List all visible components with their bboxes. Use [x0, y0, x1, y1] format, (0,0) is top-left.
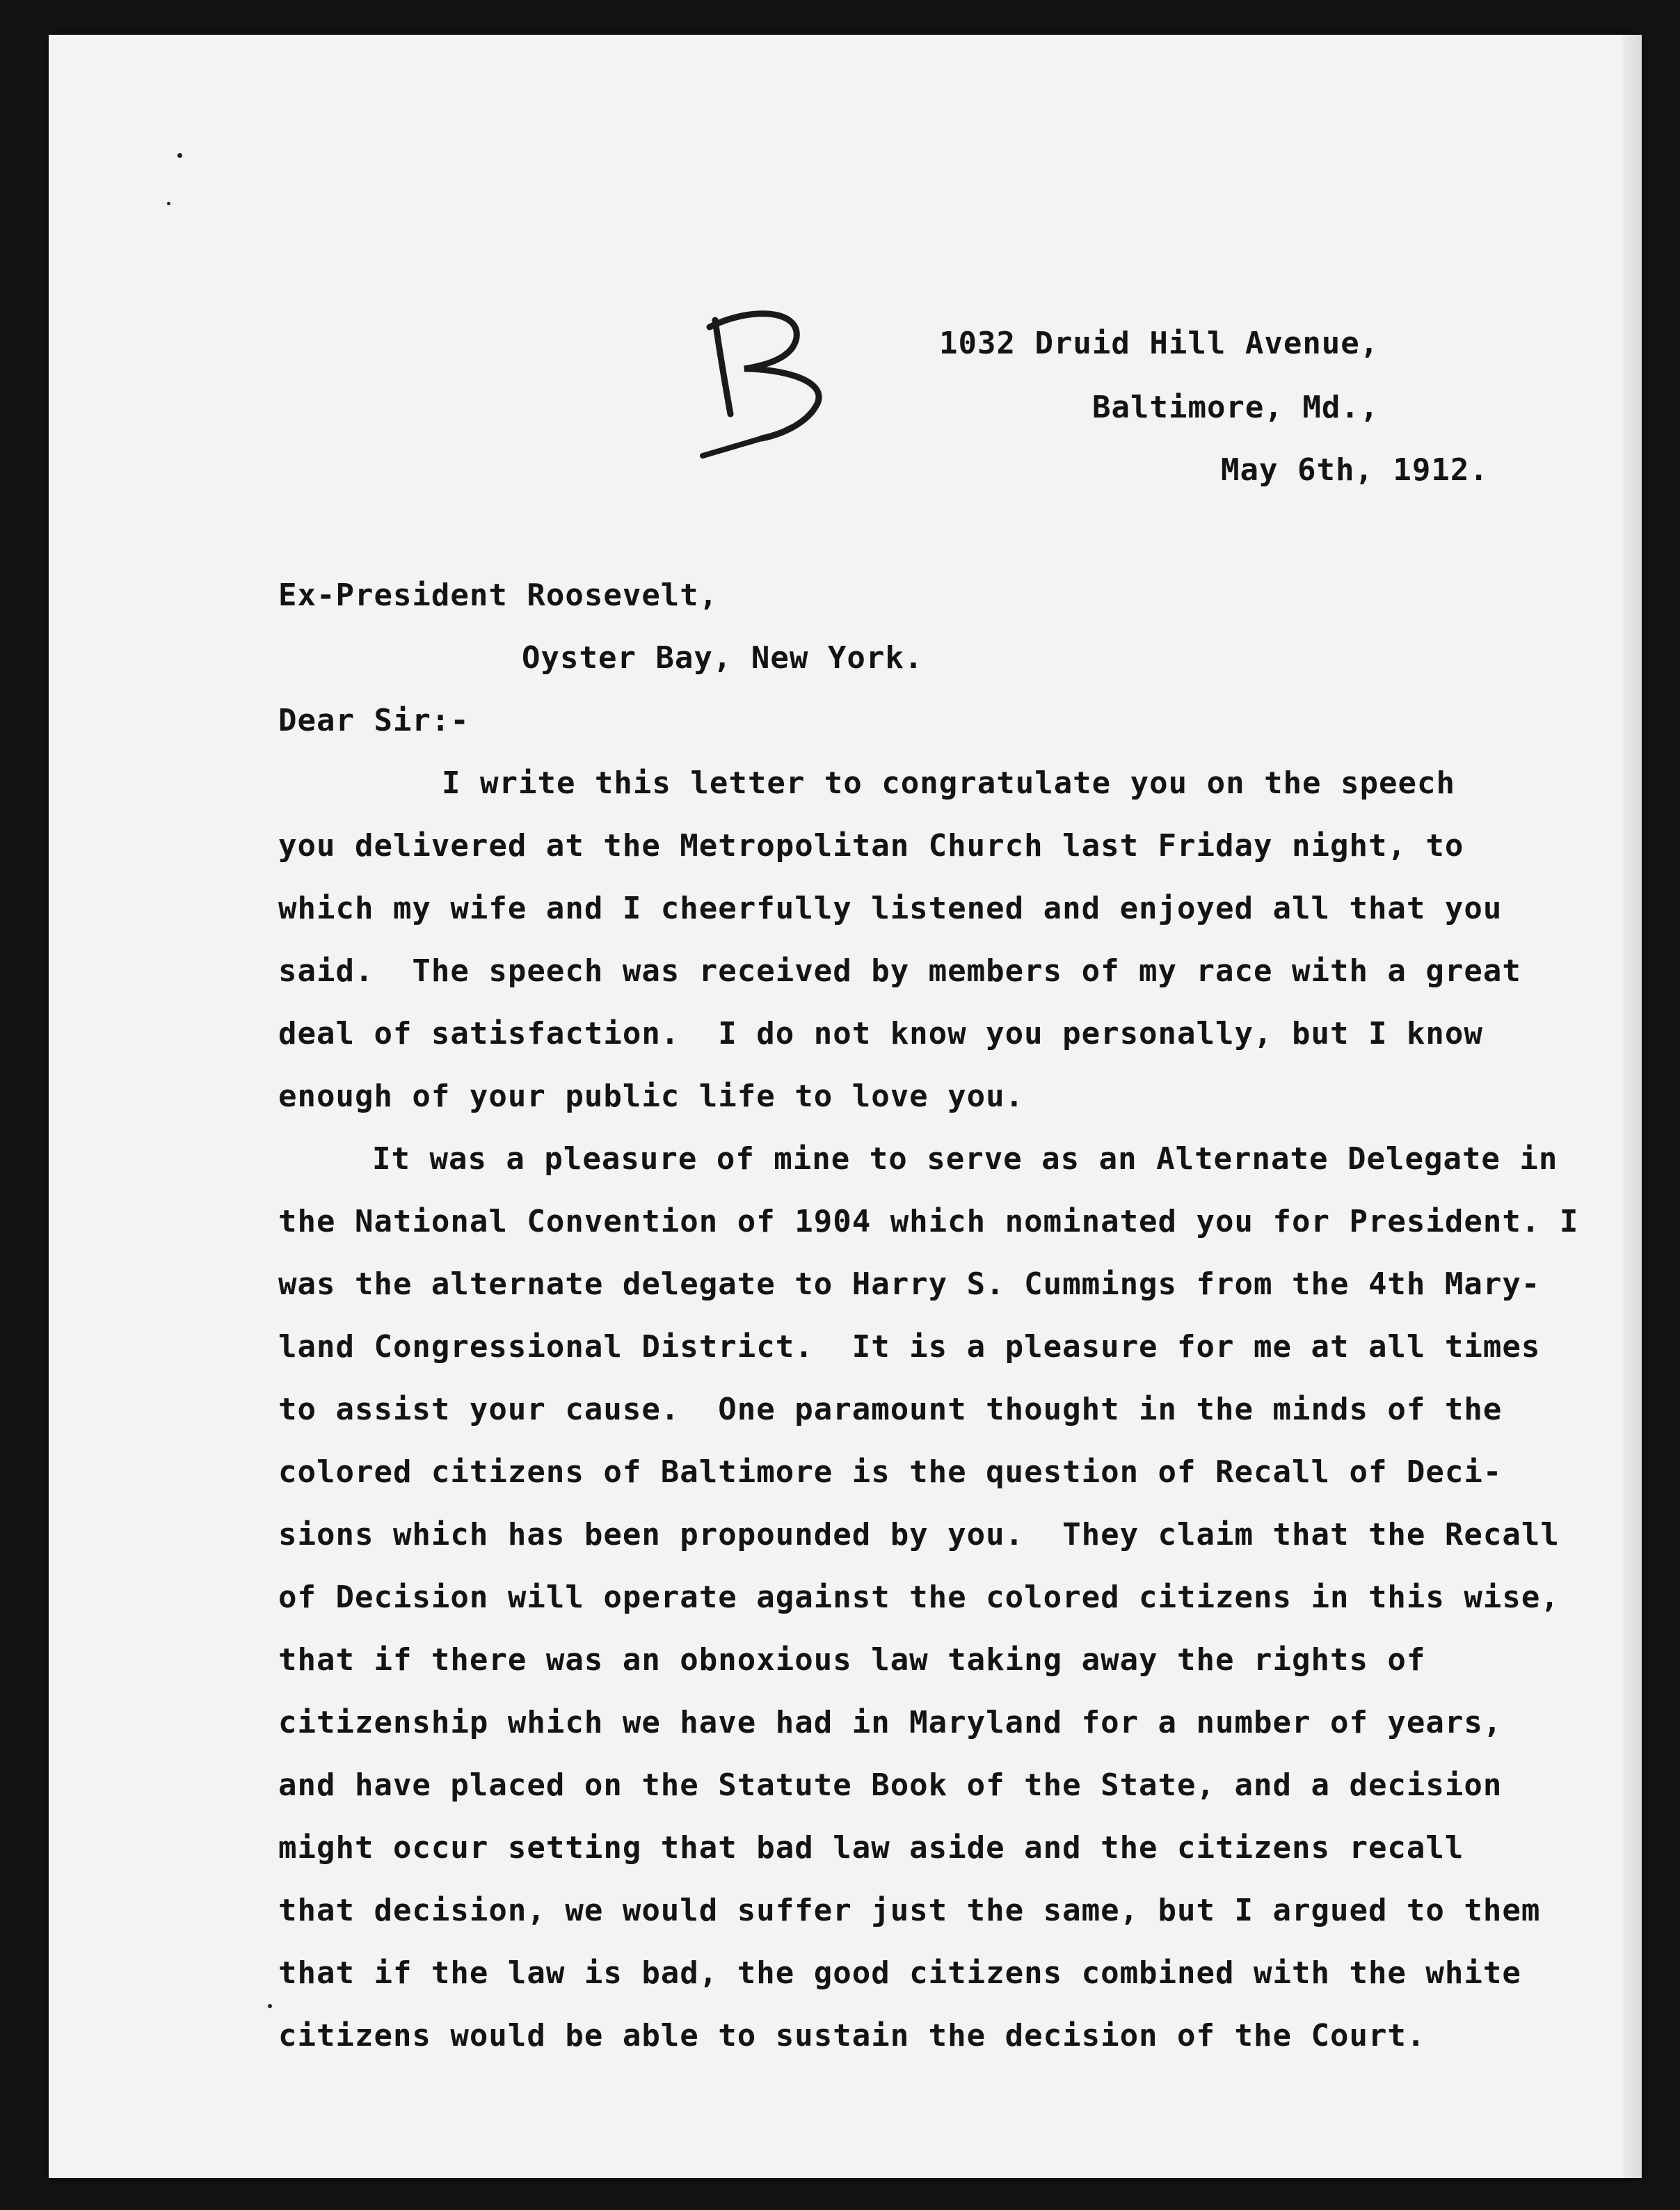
- body-line: that if there was an obnoxious law taking away the rights of: [278, 1642, 1426, 1678]
- sender-street: 1032 Druid Hill Avenue,: [939, 326, 1379, 361]
- body-line: citizenship which we have had in Maryland for a number of years,: [278, 1705, 1503, 1740]
- body-line: that if the law is bad, the good citizens combined with the white: [278, 1955, 1521, 1991]
- sender-city: Baltimore, Md.,: [1092, 390, 1379, 425]
- body-line: enough of your public life to love you.: [278, 1079, 1025, 1114]
- body-line: said. The speech was received by members of my race with a great: [278, 953, 1521, 989]
- body-line: which my wife and I cheerfully listened and enjoyed all that you: [278, 891, 1503, 926]
- paper-speck: [177, 153, 182, 158]
- paper-speck: [268, 2004, 272, 2008]
- body-line: It was a pleasure of mine to serve as an Alternate Delegate in: [372, 1141, 1558, 1177]
- body-line: sions which has been propounded by you. They claim that the Recall: [278, 1517, 1560, 1552]
- body-line: and have placed on the Statute Book of the State, and a decision: [278, 1767, 1503, 1803]
- body-line: colored citizens of Baltimore is the question of Recall of Deci-: [278, 1454, 1503, 1490]
- body-line: to assist your cause. One paramount thought in the minds of the: [278, 1392, 1503, 1427]
- letter-paper: [49, 35, 1642, 2178]
- salutation: Dear Sir:-: [278, 703, 470, 738]
- body-line: I write this letter to congratulate you on the speech: [442, 765, 1455, 801]
- paper-speck: [167, 202, 170, 205]
- body-line: might occur setting that bad law aside and the citizens recall: [278, 1830, 1464, 1866]
- body-line: deal of satisfaction. I do not know you personally, but I know: [278, 1016, 1483, 1051]
- body-line: the National Convention of 1904 which nominated you for President. I: [278, 1204, 1579, 1239]
- handwritten-b-mark: [696, 299, 849, 459]
- letter-date: May 6th, 1912.: [1221, 452, 1489, 488]
- body-line: was the alternate delegate to Harry S. Cummings from the 4th Mary-: [278, 1266, 1541, 1302]
- recipient-location: Oyster Bay, New York.: [522, 640, 924, 676]
- body-line: you delivered at the Metropolitan Church last Friday night, to: [278, 828, 1464, 864]
- body-line: of Decision will operate against the colored citizens in this wise,: [278, 1580, 1560, 1615]
- body-line: that decision, we would suffer just the same, but I argued to them: [278, 1893, 1541, 1928]
- body-line: land Congressional District. It is a pleasure for me at all times: [278, 1329, 1541, 1365]
- body-line: citizens would be able to sustain the decision of the Court.: [278, 2018, 1426, 2053]
- paper-edge: [1622, 35, 1642, 2178]
- recipient-name: Ex-President Roosevelt,: [278, 578, 719, 613]
